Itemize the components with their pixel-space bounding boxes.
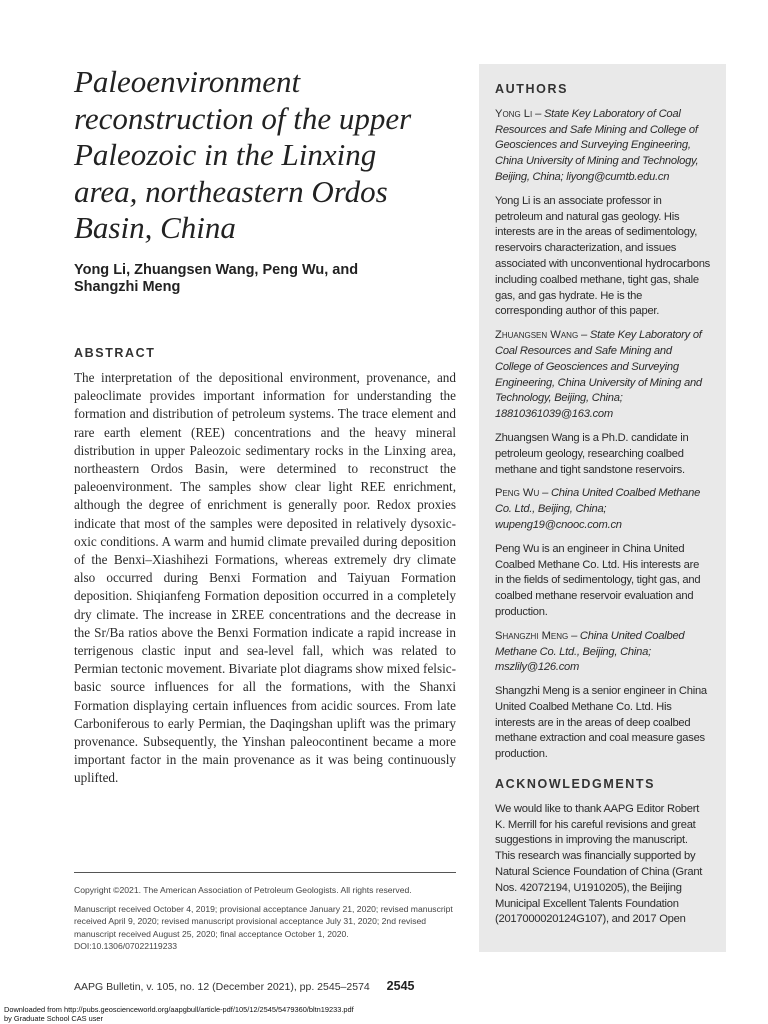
download-note (4, 1006, 354, 1023)
page-number: 2545 (386, 979, 415, 993)
journal-citation: AAPG Bulletin, v. 105, no. 12 (December 2021), pp. 2545–2574 (74, 981, 370, 993)
article-title: Paleoenvironment reconstruction of the upper Paleozoic in the Linxing area, northeastern Ordos Basin, China (74, 64, 412, 245)
author-affiliation: – State Key Laboratory of Coal Resources and Safe Mining and College of Geosciences and Surveying Engineering, China University of Mining and Technology, Beijing, China; liyong@cumtb.edu.cn (495, 107, 699, 183)
abstract-text: The interpretation of the depositional environment, provenance, and paleoclimate provides important information for understanding the formation and distribution of petroleum systems. The trace element and rare earth element (REE) concentrations and the heavy mineral distribution in upper Paleozoic sedimentary rocks in the Linxing area, northeastern Ordos Basin, were determined to reconstruct the paleoenvironment. The samples show clear light REE enrichment, although the degree of enrichment is generally poor. Redox proxies indicate that most of the samples were deposited in relatively dysoxic-oxic conditions. A warm and humid climate prevailed during deposition of the Benxi–Xiashihezi Formations, whereas extremely dry climate also occurred during Benxi Formation and Taiyuan Formation deposition. Shiqianfeng Formation deposition occurred in a completely dry climate. The increase in ΣREE concentrations and the decrease in the Sr/Ba ratios above the Benxi Formation indicate a rapid increase in terrigenous clastic input and sea-level fall, which was related to Permian tectonic movement. Bivariate plot diagrams show mixed felsic-basic source influences for all the formations, with the Shanxi Formation displaying certain influences from acidic sources. From late Carboniferous to early Permian, the Daqingshan uplift was the primary provenance. Subsequently, the Yinshan paleocontinent became a more important factor in the main provenance as it was being continuously uplifted. (74, 370, 456, 786)
download-url: Downloaded from http://pubs.geoscienceworld.org/aapgbull/article-pdf/105/12/2545/5479360/bltn19233.pdf (4, 1005, 354, 1014)
author-entry (495, 629, 710, 763)
author-affiliation: – China United Coalbed Methane Co. Ltd., Beijing, China; mszlily@126.com (495, 629, 685, 674)
copyright-notice: Copyright ©2021. The American Association of Petroleum Geologists. All rights reserved. (74, 885, 412, 895)
author-affiliation: – China United Coalbed Methane Co. Ltd., Beijing, China; wupeng19@cnooc.com.cn (495, 487, 701, 531)
author-entry (495, 486, 710, 620)
abstract-heading: ABSTRACT (74, 346, 156, 360)
authors-heading: AUTHORS (495, 82, 569, 96)
article-footnote (74, 884, 456, 953)
author-entry (495, 328, 710, 478)
author-bio: Yong Li is an associate professor in petroleum and natural gas geology. His interests are in the areas of sedimentology, reservoirs characterization, and issues associated with unconventional hydrocarbons including coalbed methane, tight gas, shale gas, and gas hydrate. He is the corresponding author of this paper. (495, 194, 711, 318)
author-name: Peng Wu (495, 487, 540, 500)
author-name: Yong Li (495, 107, 533, 120)
doi: DOI:10.1306/07022119233 (74, 941, 178, 951)
footnote-divider (74, 872, 456, 873)
acknowledgments-text: We would like to thank AAPG Editor Robert K. Merrill for his careful revisions and great suggestions in improving the manuscript. This research was financially supported by Natural Science Foundation of China (Grant Nos. 42072194, U1910205), the Beijing Municipal Excellent Talents Foundation (2017000020124G107), and 2017 Open (495, 802, 703, 926)
journal-footer (74, 979, 434, 993)
acknowledgments-heading: ACKNOWLEDGMENTS (495, 777, 656, 792)
author-name: Zhuangsen Wang (495, 329, 579, 342)
author-entry (495, 107, 710, 320)
author-byline: Yong Li, Zhuangsen Wang, Peng Wu, and Shangzhi Meng (74, 262, 359, 295)
author-affiliation: – State Key Laboratory of Coal Resources and Safe Mining and College of Geosciences and Surveying Engineering, China University of Mining and Technology, Beijing, China; 18810361039@163.com (495, 329, 702, 421)
author-name: Shangzhi Meng (495, 629, 569, 642)
author-bio: Zhuangsen Wang is a Ph.D. candidate in petroleum geology, researching coalbed methane and tight sandstone reservoirs. (495, 431, 689, 476)
download-user: by Graduate School CAS user (4, 1013, 104, 1023)
sidebar (479, 64, 726, 952)
author-bio: Peng Wu is an engineer in China United Coalbed Methane Co. Ltd. His interests are in the fields of sedimentology, tight gas, and coalbed methane reservoir evaluation and production. (495, 542, 701, 618)
manuscript-history: Manuscript received October 4, 2019; provisional acceptance January 21, 2020; revised manuscript received April 9, 2020; revised manuscript provisional acceptance July 31, 2020; 2nd revised manuscript received August 25, 2020; final acceptance October 1, 2020. (74, 903, 453, 939)
author-bio: Shangzhi Meng is a senior engineer in China United Coalbed Methane Co. Ltd. His interests are in the areas of deep coalbed methane extraction and coal measure gases production. (495, 685, 707, 761)
